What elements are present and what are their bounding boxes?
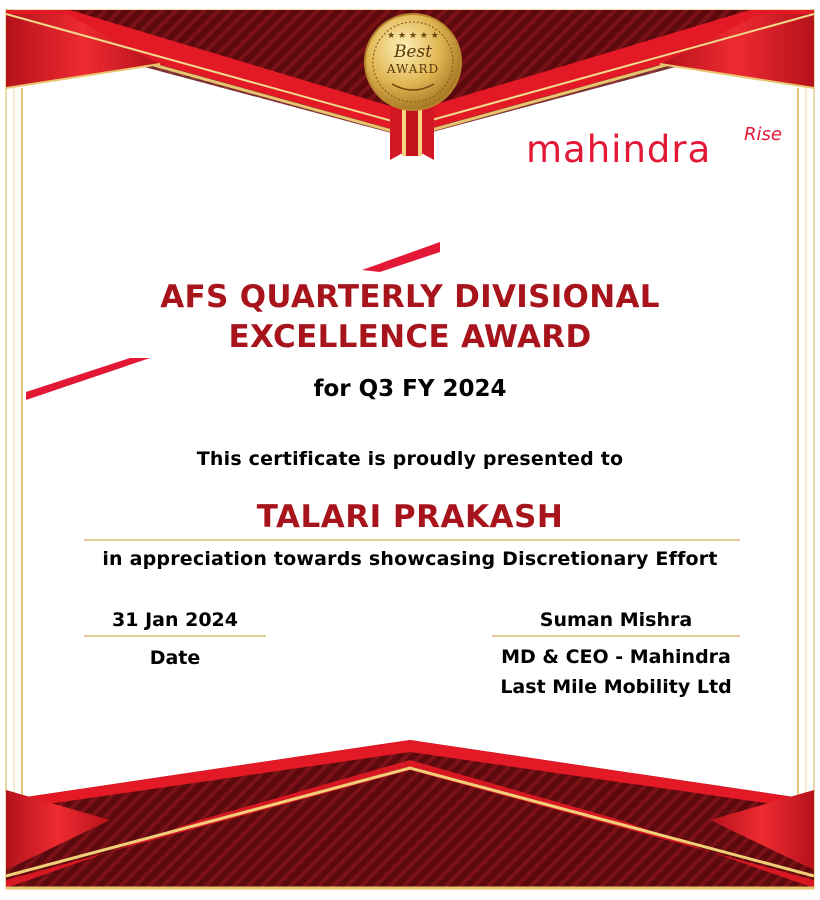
date-label: Date (149, 647, 201, 669)
logo-text: mahindra (526, 128, 712, 171)
signatory-title-line1: MD & CEO - Mahindra (501, 646, 731, 668)
logo-tagline: Rise (744, 124, 782, 145)
signatory-underline (492, 635, 740, 637)
award-title-line2: EXCELLENCE AWARD (228, 319, 592, 355)
date-underline (84, 635, 266, 637)
svg-text:★ ★ ★ ★ ★: ★ ★ ★ ★ ★ (387, 31, 439, 41)
recipient-name: TALARI PRAKASH (256, 499, 564, 535)
award-title-line1: AFS QUARTERLY DIVISIONAL (160, 279, 660, 315)
mahindra-logo (526, 124, 782, 171)
badge-line2: AWARD (386, 62, 440, 76)
accent-stroke (362, 242, 440, 272)
signatory-title-line2: Last Mile Mobility Ltd (500, 676, 732, 698)
award-period: for Q3 FY 2024 (313, 376, 507, 402)
date-value: 31 Jan 2024 (112, 609, 238, 631)
recipient-underline (84, 539, 740, 541)
award-badge (365, 14, 461, 160)
appreciation-text: in appreciation towards showcasing Discretionary Effort (102, 548, 718, 570)
presented-text: This certificate is proudly presented to (196, 448, 624, 470)
signatory-name: Suman Mishra (539, 609, 693, 631)
badge-line1: Best (393, 42, 433, 62)
bottom-ribbon-decoration (6, 740, 814, 888)
